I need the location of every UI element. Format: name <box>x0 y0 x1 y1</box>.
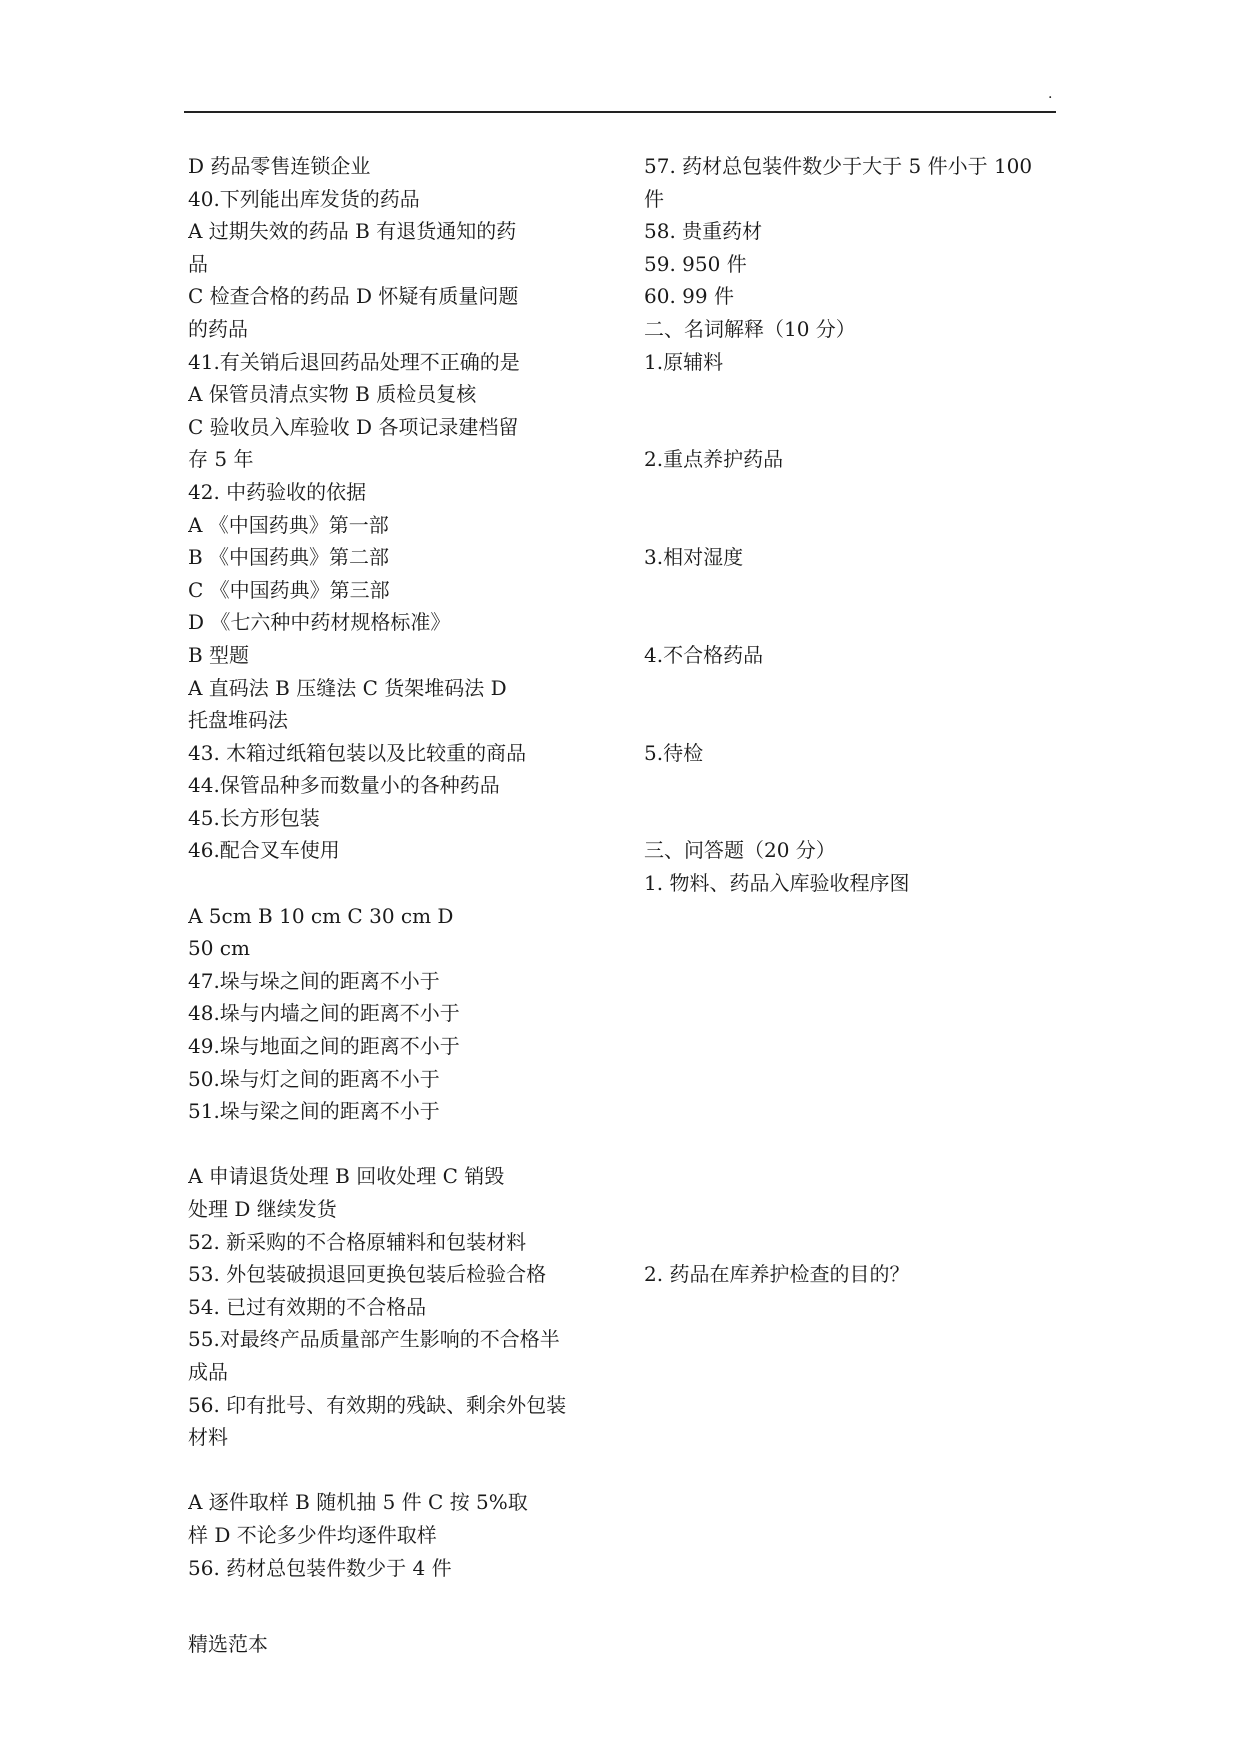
text-line: 50 cm <box>188 936 250 961</box>
text-line: 托盘堆码法 <box>188 708 288 733</box>
left-column <box>188 150 608 1584</box>
blank-gap <box>644 672 1064 737</box>
text-line: B 型题 <box>188 642 250 667</box>
blank-gap <box>188 1128 608 1161</box>
text-line: 二、名词解释（10 分） <box>644 316 856 341</box>
text-line: 57. 药材总包装件数少于大于 5 件小于 100 <box>644 154 1033 178</box>
blank-gap <box>644 574 1064 639</box>
text-line: 样 D 不论多少件均逐件取样 <box>188 1522 437 1547</box>
text-line: 48.垛与内墙之间的距离不小于 <box>188 1001 460 1026</box>
text-line: 50.垛与灯之间的距离不小于 <box>188 1066 440 1091</box>
text-line: 的药品 <box>188 316 248 341</box>
text-line: 44.保管品种多而数量小的各种药品 <box>188 773 500 798</box>
blank-gap <box>644 476 1064 541</box>
header-rule <box>184 111 1056 113</box>
blank-gap <box>188 867 608 900</box>
text-line: 59. 950 件 <box>644 251 747 276</box>
text-line: 1.原辅料 <box>644 349 724 374</box>
text-line: C 检查合格的药品 D 怀疑有质量问题 <box>188 284 519 309</box>
text-line: B 《中国药典》第二部 <box>188 545 390 570</box>
text-line: 40.下列能出库发货的药品 <box>188 186 420 211</box>
text-line: A 5cm B 10 cm C 30 cm D <box>188 903 454 928</box>
text-line: 45.长方形包装 <box>188 805 320 830</box>
text-line: 49.垛与地面之间的距离不小于 <box>188 1034 460 1059</box>
text-line: 52. 新采购的不合格原辅料和包装材料 <box>188 1229 527 1254</box>
text-line: 43. 木箱过纸箱包装以及比较重的商品 <box>188 740 527 765</box>
text-line: D 药品零售连锁企业 <box>188 154 371 178</box>
text-line: 55.对最终产品质量部产生影响的不合格半 <box>188 1327 560 1352</box>
text-line: 2.重点养护药品 <box>644 447 784 472</box>
text-line: 1. 物料、药品入库验收程序图 <box>644 871 910 896</box>
text-line: 5.待检 <box>644 740 704 765</box>
text-line: 46.配合叉车使用 <box>188 838 340 863</box>
header-dot: . <box>1048 86 1053 102</box>
text-line: 材料 <box>188 1425 228 1450</box>
blank-gap <box>644 378 1064 443</box>
text-line: A 申请退货处理 B 回收处理 C 销毁 <box>188 1164 505 1189</box>
text-line: A 保管员清点实物 B 质检员复核 <box>188 382 477 407</box>
text-line: 成品 <box>188 1359 228 1384</box>
blank-gap <box>644 900 1064 1259</box>
text-line: 56. 印有批号、有效期的残缺、剩余外包装 <box>188 1392 567 1417</box>
text-line: 42. 中药验收的依据 <box>188 479 367 504</box>
text-line: 三、问答题（20 分） <box>644 838 836 863</box>
text-line: 51.垛与梁之间的距离不小于 <box>188 1099 440 1124</box>
text-line: A 《中国药典》第一部 <box>188 512 389 537</box>
text-line: 处理 D 继续发货 <box>188 1197 337 1221</box>
text-line: A 逐件取样 B 随机抽 5 件 C 按 5%取 <box>188 1490 528 1515</box>
text-line: 存 5 年 <box>188 447 254 472</box>
text-line: 60. 99 件 <box>644 284 734 309</box>
text-line: D 《七六种中药材规格标准》 <box>188 610 451 635</box>
text-line: A 过期失效的药品 B 有退货通知的药 <box>188 219 517 244</box>
text-line: 4.不合格药品 <box>644 642 764 667</box>
text-line: 56. 药材总包装件数少于 4 件 <box>188 1555 452 1580</box>
right-column <box>644 150 1064 1291</box>
text-line: C 《中国药典》第三部 <box>188 577 390 602</box>
text-line: 件 <box>644 186 664 211</box>
text-line: C 验收员入库验收 D 各项记录建档留 <box>188 414 519 439</box>
text-line: A 直码法 B 压缝法 C 货架堆码法 D <box>188 675 507 700</box>
text-line: 品 <box>188 251 208 276</box>
text-line: 41.有关销后退回药品处理不正确的是 <box>188 349 520 374</box>
text-line: 2. 药品在库养护检查的目的？ <box>644 1262 910 1287</box>
blank-gap <box>644 769 1064 834</box>
text-line: 58. 贵重药材 <box>644 219 763 244</box>
text-line: 54. 已过有效期的不合格品 <box>188 1294 427 1319</box>
text-line: 47.垛与垛之间的距离不小于 <box>188 968 440 993</box>
text-line: 53. 外包装破损退回更换包装后检验合格 <box>188 1262 547 1287</box>
text-line: 3.相对湿度 <box>644 545 744 570</box>
footer-text: 精选范本 <box>188 1632 268 1656</box>
blank-gap <box>188 1454 608 1487</box>
